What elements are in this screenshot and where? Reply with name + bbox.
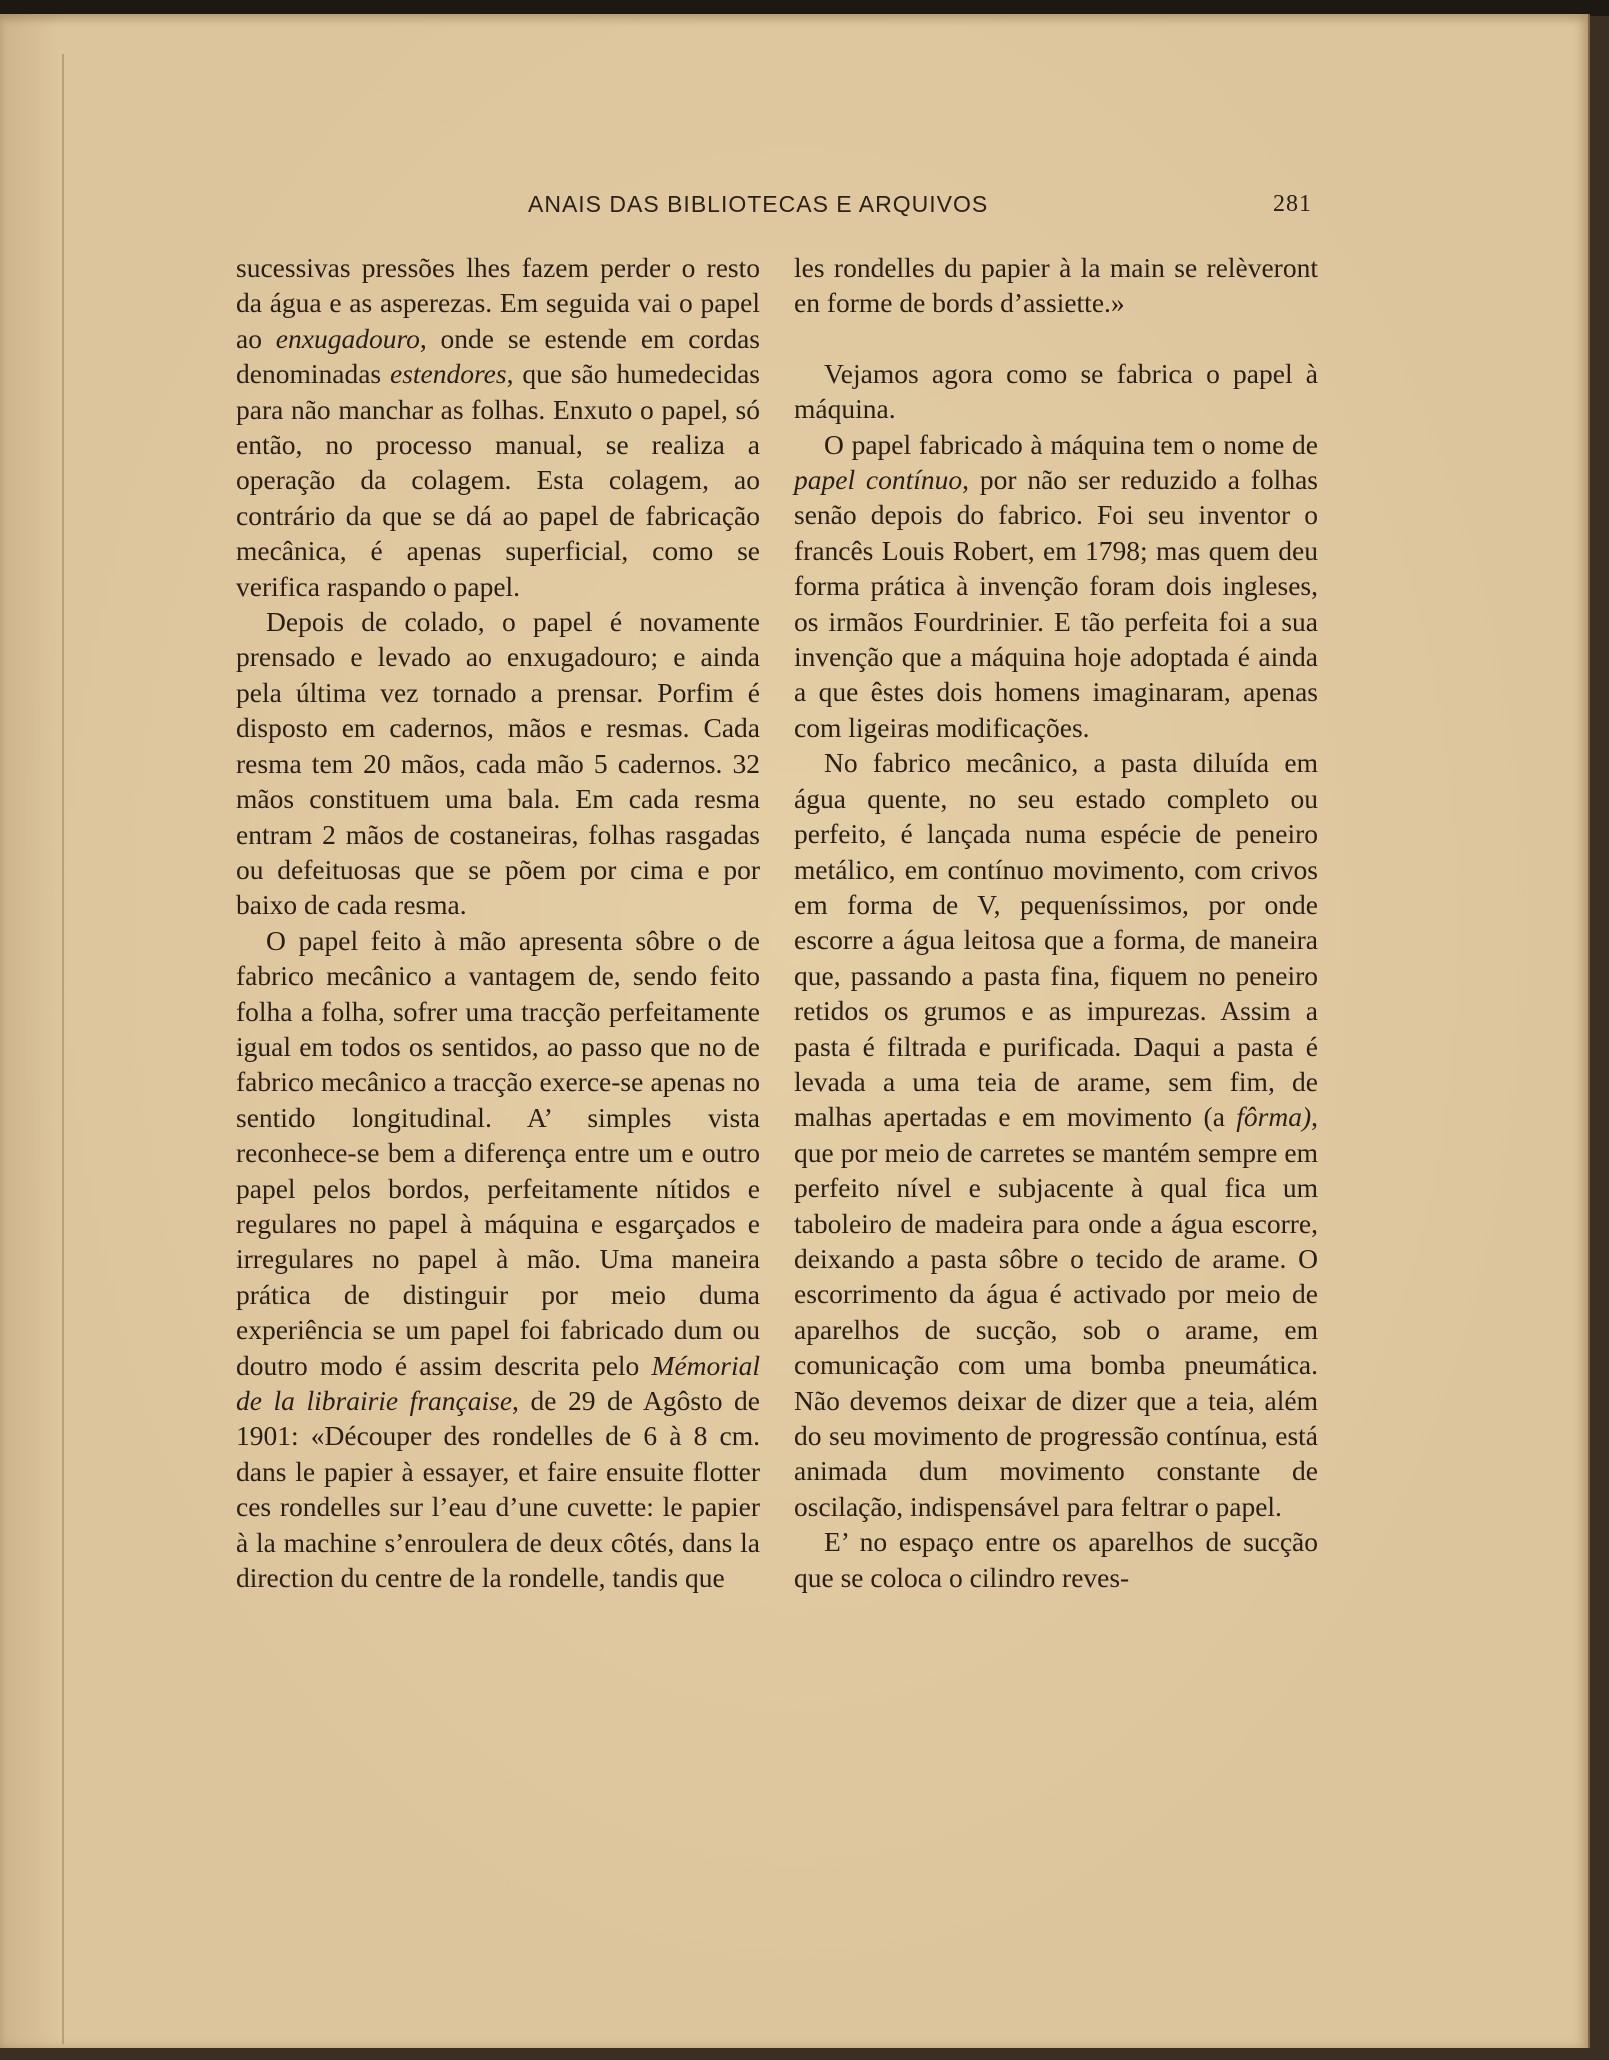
running-title: ANAIS DAS BIBLIOTECAS E ARQUIVOS (528, 191, 989, 217)
left-column (236, 250, 760, 1595)
paragraph: Vejamos agora como se fabrica o papel à máquina. (794, 357, 1318, 425)
italic-title: Mémorial de la librairie française (236, 1349, 760, 1416)
italic-term: papel contínuo (794, 464, 963, 496)
text-run: , que por meio de carretes se mantém sempre em perfeito nível e subjacente à qual fica um taboleiro de madeira para onde a água escorre, deixando a pasta sôbre o tecido de arame. O escorrimento da água é activado por meio de aparelhos de sucção, sob o arame, em comunicação com uma bomba pneumática. Não devemos deixar de dizer que a teia, além do seu movimento de progressão contínua, está animada dum movimento constante de oscilação, indispensável para feltrar o papel. (794, 1101, 1318, 1522)
right-column (794, 250, 1318, 1595)
text-run: , de 29 de Agôsto de 1901: «Découper des rondelles de 6 à 8 cm. dans le papier à essayer, et faire ensuite flotter ces rondelles sur l’eau d’une cuvette: le papier à la machine s’enroulera de deux côtés, dans la direction du centre de la rondelle, tandis que (236, 1385, 760, 1594)
page-header (236, 191, 1316, 225)
paragraph: les rondelles du papier à la main se relèveront en forme de bords d’assiette.» (794, 252, 1318, 319)
paragraph: Depois de colado, o papel é novamente prensado e levado ao enxugadouro; e ainda pela última vez tornado a prensar. Porfim é disposto em cadernos, mãos e resmas. Cada resma tem 20 mãos, cada mão 5 cadernos. 32 mãos constituem uma bala. Em cada resma entram 2 mãos de costaneiras, folhas rasgadas ou defeituosas que se põem por cima e por baixo de cada resma. (236, 606, 760, 921)
paragraph: E’ no espaço entre os aparelhos de sucção que se coloca o cilindro reves- (794, 1526, 1318, 1593)
text-run: No fabrico mecânico, a pasta diluída em água quente, no seu estado completo ou perfeito, é lançada numa espécie de peneiro metálico, em contínuo movimento, com crivos em forma de V, pequeníssimos, por onde escorre a água leitosa que a forma, de maneira que, passando a pasta fina, fiquem no peneiro retidos os grumos e as impurezas. Assim a pasta é filtrada e purificada. Daqui a pasta é levada a uma teia de arame, sem fim, de malhas apertadas e em movimento (a (794, 747, 1318, 1133)
text-run: sucessivas pressões lhes fazem perder o resto da água e as asperezas. Em seguida vai o papel ao (236, 252, 760, 354)
gutter-fold (62, 54, 64, 2044)
text-run: O papel feito à mão apresenta sôbre o de fabrico mecânico a vantagem de, sendo feito folha a folha, sofrer uma tracção perfeitamente igual em todos os sentidos, ao passo que no de fabrico mecânico a tracção exerce-se apenas no sentido longitudinal. A’ simples vista reconhece-se bem a diferença entre um e outro papel pelos bordos, perfeitamente nítidos e regulares no papel à máquina e esgarçados e irregulares no papel à mão. Uma maneira prática de distinguir por meio duma experiência se um papel foi fabricado dum ou doutro modo é assim descrita pelo (236, 924, 760, 1381)
italic-term: enxugadouro (275, 322, 420, 354)
paragraph (236, 923, 760, 1596)
page-number: 281 (1273, 191, 1312, 217)
text-run: O papel fabricado à máquina tem o nome de (824, 428, 1318, 460)
text-run: , onde se estende em cordas denominadas (236, 322, 760, 390)
text-run: , por não ser reduzido a folhas senão depois do fabrico. Foi seu inventor o francês Louis Robert, em 1798; mas quem deu forma prática à invenção foram dois ingleses, os irmãos Fourdrinier. E tão perfeita foi a sua invenção que a máquina hoje adoptada é ainda a que êstes dois homens imaginaram, apenas com ligeiras modificações. (794, 464, 1318, 743)
text-run: , que são humedecidas para não manchar as folhas. Enxuto o papel, só então, no processo manual, se realiza a operação da colagem. Esta colagem, ao contrário da que se dá ao papel de fabricação mecânica, é apenas superficial, como se verifica raspando o papel. (236, 358, 760, 602)
paragraph (794, 427, 1318, 746)
paragraph (794, 745, 1318, 1524)
italic-term: fôrma) (1236, 1101, 1312, 1133)
italic-term: estendores (389, 358, 507, 390)
paragraph (236, 250, 760, 604)
